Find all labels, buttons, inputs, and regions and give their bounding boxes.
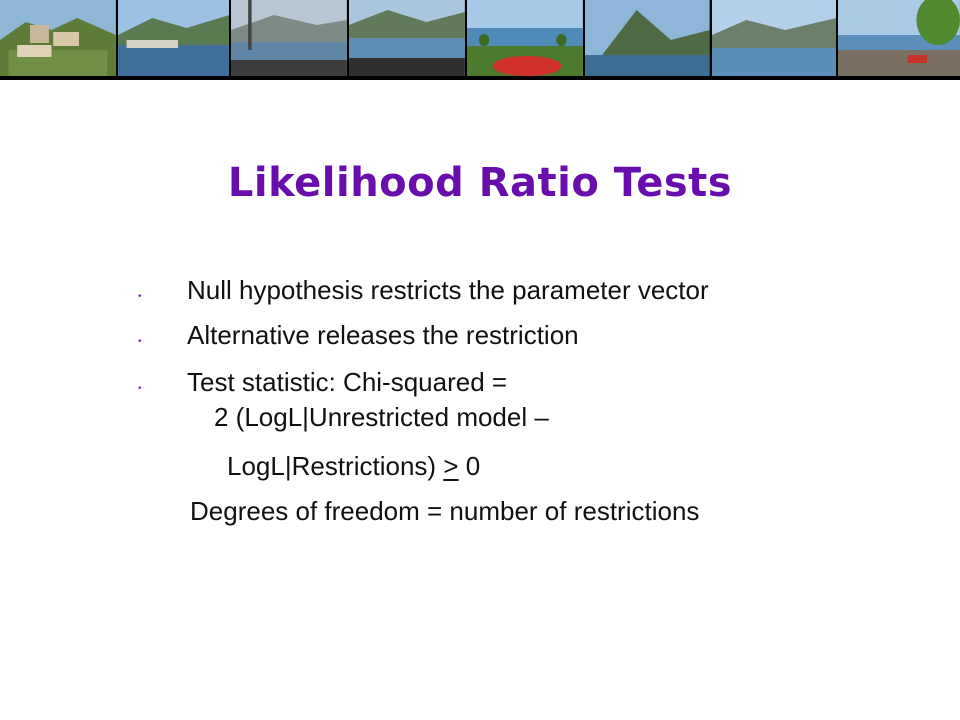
bullet-dot-icon: • [138, 383, 142, 394]
bullet-item [138, 366, 507, 399]
formula-line-2 [227, 450, 480, 482]
degrees-of-freedom-line: Degrees of freedom = number of restrictions [190, 496, 700, 526]
photo-lake-city [118, 0, 232, 76]
bullet-dot-icon: • [138, 336, 142, 347]
banner-divider [0, 76, 960, 80]
bullet-text: Test statistic: Chi-squared = [187, 367, 508, 397]
photo-lake-mountains [712, 0, 839, 76]
formula-line-1: 2 (LogL|Unrestricted model – [214, 402, 549, 432]
photo-lake-village [349, 0, 467, 76]
bullet-text: Alternative releases the restriction [187, 320, 579, 350]
bullet-dot-icon: • [138, 291, 142, 302]
slide-title: Likelihood Ratio Tests [227, 160, 733, 206]
photo-waterfront [231, 0, 349, 76]
photo-promenade [838, 0, 960, 76]
photo-hilltown [0, 0, 118, 76]
header-photo-banner [0, 0, 960, 80]
bullet-text: Null hypothesis restricts the parameter vector [187, 275, 709, 305]
greater-equal-symbol: > [443, 451, 459, 481]
bullet-item [138, 274, 709, 307]
photo-mountain-bay [585, 0, 712, 76]
formula-line-2-text: LogL|Restrictions) [227, 451, 444, 481]
formula-line-2-end: 0 [458, 451, 481, 481]
photo-flower-garden [467, 0, 585, 76]
bullet-item [138, 319, 579, 352]
